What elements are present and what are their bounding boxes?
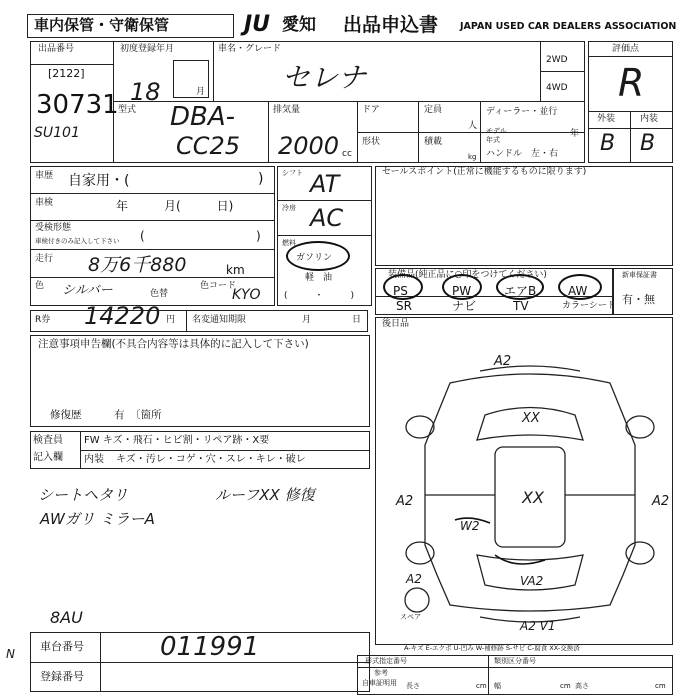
fuel-gasoline-circle xyxy=(286,241,350,271)
diagram-label-xx-roof: XX xyxy=(522,488,544,507)
handwritten-8au: 8AU xyxy=(50,608,83,627)
form-type-label: 形式指定番号 xyxy=(365,657,407,665)
car-name: セレナ xyxy=(282,61,367,94)
equip-ps: PS xyxy=(393,284,408,298)
lot-label: 出品番号 xyxy=(38,44,75,54)
logo-region: 愛知 xyxy=(282,15,316,35)
lot-small: [2122] xyxy=(48,67,85,80)
rear-seat-label: 後日品 xyxy=(382,319,410,329)
receipt-close-paren: ) xyxy=(256,229,261,243)
fuel-paren: ( ・ ) xyxy=(284,291,355,301)
chassis-value: 011991 xyxy=(160,632,260,662)
model-year-sub: 年式 xyxy=(486,136,500,144)
ac-value: AC xyxy=(310,204,344,232)
repair-place: 〔箇所 xyxy=(130,409,162,421)
model-value-2: CC25 xyxy=(176,132,241,160)
guarantee-label: 新車保証書 xyxy=(622,271,657,279)
inspection-value: 年 月( 日) xyxy=(116,199,234,213)
color-code-value: KYO xyxy=(232,287,261,303)
color-code-label: 色コード xyxy=(200,281,237,291)
equip-color-seat: カラーシート xyxy=(562,301,616,311)
name-grade-label: 車名・グレード xyxy=(218,44,282,54)
reg-change-label: 名変通知期限 xyxy=(192,315,247,325)
handwritten-aw-mirror: AWガリ ミラーA xyxy=(40,510,155,528)
height-label: 高さ xyxy=(575,682,589,690)
equip-tv: TV xyxy=(513,299,529,313)
width-label: 幅 xyxy=(494,682,501,690)
category-label: 類別区分番号 xyxy=(494,657,536,665)
cert-label: 自車証明用 xyxy=(362,679,397,687)
shift-label: シフト xyxy=(282,169,303,177)
equip-sr: SR xyxy=(396,299,412,313)
displacement-value: 2000 xyxy=(278,132,340,160)
interior-label: 内装 xyxy=(640,114,659,124)
receipt-paren: ( xyxy=(140,229,145,243)
score-label: 評価点 xyxy=(612,44,640,54)
fuel-gasoline: ガソリン xyxy=(296,253,333,263)
repair-label: 修復歴 xyxy=(50,409,82,421)
length-label: 長さ xyxy=(406,682,420,690)
inspector-row1: FW キズ・飛石・ヒビ割・リペア跡・X要 xyxy=(84,435,270,446)
form-title: 出品申込書 xyxy=(343,14,439,36)
shift-value: AT xyxy=(310,170,340,198)
equip-pw: PW xyxy=(452,284,472,298)
history-close-paren: ) xyxy=(258,171,264,187)
diagram-label-a2-right: A2 xyxy=(652,494,670,509)
ac-label: 冷房 xyxy=(282,204,296,212)
reg-no-label: 登録番号 xyxy=(40,670,84,683)
kg-unit: kg xyxy=(468,153,477,161)
notes-label: 注意事項申告欄(不具合内容等は具体的に記入して下さい) xyxy=(38,338,309,350)
model-year-label: モデル xyxy=(486,127,507,135)
door-label: ドア xyxy=(362,105,380,115)
drive-4wd: 4WD xyxy=(546,83,568,93)
chassis-label: 車台番号 xyxy=(40,640,84,653)
repair-value: 有 xyxy=(114,409,125,421)
interior-value: B xyxy=(640,131,656,156)
shape-label: 形状 xyxy=(362,137,381,147)
equipment-label: 装備品(純正品に○印をつけてください) xyxy=(388,270,547,280)
color-change-label: 色替 xyxy=(150,289,169,299)
model-value-1: DBA- xyxy=(170,102,236,132)
exterior-label: 外装 xyxy=(597,114,616,124)
memo-label: 記入欄 xyxy=(33,452,63,463)
diagram-label-va2: VA2 xyxy=(520,574,544,588)
logo-brand: JU xyxy=(244,12,271,37)
color-value: シルバー xyxy=(62,283,113,298)
yen-unit: 円 xyxy=(166,315,176,325)
equip-airbag-circle xyxy=(496,274,544,300)
mileage-unit: km xyxy=(226,263,245,277)
ref-label: 参考 xyxy=(374,669,388,677)
equip-airbag: エアB xyxy=(504,284,537,298)
equip-navi: ナビ xyxy=(452,299,477,313)
mileage-value: 8万6千880 xyxy=(88,254,187,276)
first-reg-month-mark: 月 xyxy=(196,87,206,97)
doc-label: 車内保管・守衛保管 xyxy=(34,16,170,34)
margin-mark: N xyxy=(6,647,15,661)
exterior-value: B xyxy=(600,131,616,156)
lot-note: SU101 xyxy=(34,125,80,141)
diagram-label-a2-v1: A2 V1 xyxy=(520,619,556,633)
diagram-label-a2-rear-left: A2 xyxy=(406,572,422,586)
score-value: R xyxy=(618,61,645,105)
person-unit: 人 xyxy=(468,121,478,131)
first-reg-year: 18 xyxy=(130,78,161,106)
inspector-interior: 内装 xyxy=(84,454,104,465)
first-reg-label: 初度登録年月 xyxy=(120,44,175,54)
model-label: 型式 xyxy=(118,105,137,115)
diagram-label-a2-left: A2 xyxy=(396,494,414,509)
handwritten-seat: シートヘタリ xyxy=(38,486,129,504)
handle-label: ハンドル 左・右 xyxy=(486,149,559,159)
load-label: 積載 xyxy=(424,137,443,147)
guarantee-value: 有・無 xyxy=(622,293,655,306)
fuel-diesel: 軽 油 xyxy=(305,273,333,283)
equip-ps-circle xyxy=(383,274,423,300)
fuel-label: 燃料 xyxy=(282,239,296,247)
r-ticket-value: 14220 xyxy=(84,302,161,330)
spare-label: スペア xyxy=(400,613,421,621)
sales-point-box xyxy=(375,166,673,266)
year-unit: 年 xyxy=(570,129,580,139)
mileage-label: 走行 xyxy=(35,254,54,264)
equip-pw-circle xyxy=(442,274,482,300)
color-label: 色 xyxy=(35,281,45,291)
lot-number: 30731 xyxy=(36,90,119,120)
cc-unit: cc xyxy=(342,149,352,159)
cm-unit-1: cm xyxy=(476,682,487,690)
assoc-name: JAPAN USED CAR DEALERS ASSOCIATION xyxy=(460,21,677,32)
equip-aw-circle xyxy=(558,274,602,300)
receipt-note: 車検付きのみ記入して下さい xyxy=(35,237,120,245)
equip-aw: AW xyxy=(568,284,588,298)
drive-2wd: 2WD xyxy=(546,55,568,65)
r-ticket-label: R券 xyxy=(35,315,51,325)
capacity-label: 定員 xyxy=(424,105,443,115)
cm-unit-2: cm xyxy=(560,682,571,690)
diagram-label-a2-top: A2 xyxy=(494,354,512,369)
displacement-label: 排気量 xyxy=(273,105,301,115)
inspector-row2: キズ・汚レ・コゲ・穴・スレ・キレ・破レ xyxy=(116,454,306,465)
diagram-label-xx-hood: XX xyxy=(522,411,540,426)
history-label: 車歴 xyxy=(35,171,54,181)
month-unit: 月 xyxy=(302,315,312,325)
dealer-label: ディーラー・並行 xyxy=(486,107,558,117)
handwritten-roof: ルーフXX 修復 xyxy=(215,486,315,504)
damage-legend: A-キズ E-エクボ U-凹み W-補修跡 S-サビ C-腐食 XX-交換済 xyxy=(404,644,580,652)
inspection-label: 車検 xyxy=(35,198,54,208)
inspector-label: 検査員 xyxy=(33,435,63,446)
diagram-label-w2: W2 xyxy=(460,519,480,533)
receipt-label: 受検形態 xyxy=(35,223,72,233)
history-value: 自家用・( xyxy=(68,173,130,189)
day-unit: 日 xyxy=(352,315,362,325)
cm-unit-3: cm xyxy=(655,682,666,690)
sales-point-label: セールスポイント(正常に機能するものに限ります) xyxy=(382,167,587,177)
